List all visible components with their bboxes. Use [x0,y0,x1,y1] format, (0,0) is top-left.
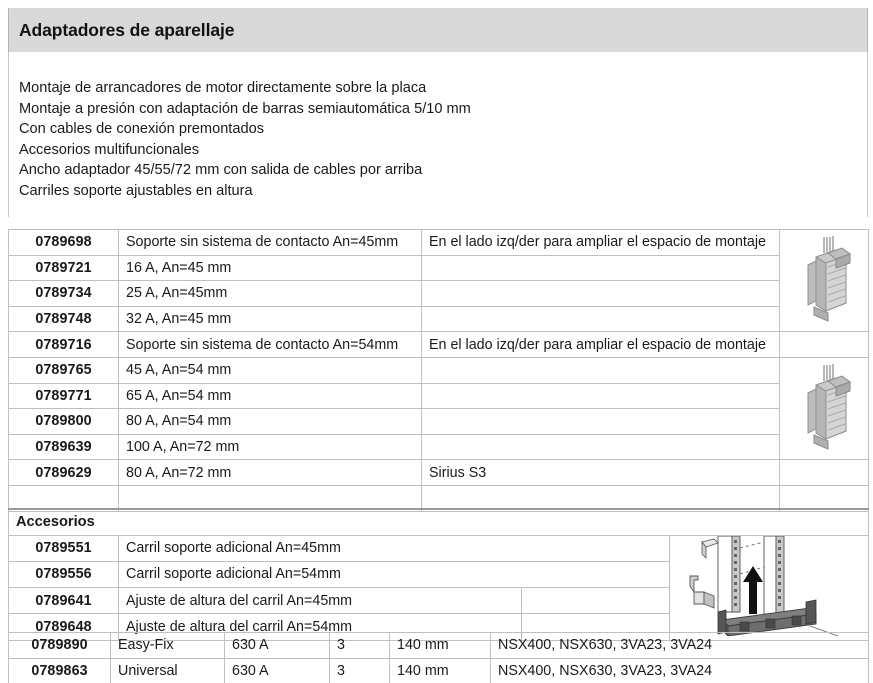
adaptador-45mm-icon [784,233,864,329]
table-row[interactable] [9,281,869,307]
table-row[interactable] [9,255,869,281]
variant-name: Universal [111,658,225,683]
accessory-description: Carril soporte adicional An=45mm [119,535,670,561]
feature-line: Ancho adaptador 45/55/72 mm con salida de cables por arriba [19,162,423,178]
order-number[interactable]: 0789641 [9,588,119,614]
adaptador-54mm-icon [784,361,864,457]
feature-list [8,52,868,217]
accessories-section-header-row [9,509,869,535]
order-number[interactable]: 0789734 [9,281,119,307]
product-note [422,434,780,460]
table-row[interactable] [9,332,869,358]
product-note [422,409,780,435]
accessories-table [8,508,869,641]
variants-table [8,632,869,683]
table-row[interactable] [9,230,869,256]
table-row[interactable] [9,306,869,332]
variant-poles: 3 [330,658,390,683]
feature-line: Accesorios multifuncionales [19,141,200,158]
order-number[interactable]: 0789721 [9,255,119,281]
product-note: En el lado izq/der para ampliar el espacio de montaje [422,230,780,256]
accessory-description: Carril soporte adicional An=54mm [119,561,670,587]
ajuste-altura-carril-diagram-icon [670,536,869,636]
accessory-description: Ajuste de altura del carril An=54mm [119,614,522,640]
table-row[interactable] [9,434,869,460]
feature-line: Montaje a presión con adaptación de barras semiautomática 5/10 mm [19,100,471,117]
variant-name: Easy-Fix [111,633,225,659]
product-image-54mm [780,357,869,459]
feature-line: Con cables de conexión premontados [19,121,265,137]
variant-poles: 3 [330,633,390,659]
product-note [422,357,780,383]
product-description: Soporte sin sistema de contacto An=45mm [119,230,422,256]
order-number[interactable]: 0789639 [9,434,119,460]
order-number[interactable]: 0789765 [9,357,119,383]
product-note: Sirius S3 [422,460,780,486]
variant-current: 630 A [225,633,330,659]
table-row[interactable] [9,658,869,683]
order-number[interactable]: 0789556 [9,561,119,587]
page-title: Adaptadores de aparellaje [19,20,235,40]
product-note [422,281,780,307]
table-row[interactable] [9,383,869,409]
order-number[interactable]: 0789890 [9,633,111,659]
table-row[interactable] [9,535,869,561]
accessory-diagram-cell [670,535,869,640]
table-row[interactable] [9,357,869,383]
variant-compatibility: NSX400, NSX630, 3VA23, 3VA24 [491,633,869,659]
products-table [8,229,869,512]
feature-line: Carriles soporte ajustables en altura [19,182,253,199]
product-description: 80 A, An=72 mm [119,460,422,486]
product-image-45mm [780,230,869,332]
order-number[interactable]: 0789698 [9,230,119,256]
accessory-description: Ajuste de altura del carril An=45mm [119,588,522,614]
product-description: 16 A, An=45 mm [119,255,422,281]
product-note [422,306,780,332]
product-description: 80 A, An=54 mm [119,409,422,435]
order-number[interactable]: 0789629 [9,460,119,486]
table-row[interactable] [9,409,869,435]
order-number[interactable]: 0789748 [9,306,119,332]
table-row[interactable] [9,460,869,486]
product-description: 32 A, An=45 mm [119,306,422,332]
order-number[interactable]: 0789863 [9,658,111,683]
variant-width: 140 mm [390,633,491,659]
variant-width: 140 mm [390,658,491,683]
variant-current: 630 A [225,658,330,683]
variant-compatibility: NSX400, NSX630, 3VA23, 3VA24 [491,658,869,683]
order-number[interactable]: 0789551 [9,535,119,561]
product-note: En el lado izq/der para ampliar el espacio de montaje [422,332,780,358]
order-number[interactable]: 0789800 [9,409,119,435]
order-number[interactable]: 0789771 [9,383,119,409]
image-spacer-cell [780,460,869,486]
feature-line: Montaje de arrancadores de motor directamente sobre la placa [19,80,427,96]
product-description: Soporte sin sistema de contacto An=54mm [119,332,422,358]
order-number[interactable]: 0789716 [9,332,119,358]
table-row[interactable] [9,633,869,659]
product-description: 25 A, An=45mm [119,281,422,307]
product-note [422,255,780,281]
page-title-band [8,8,868,52]
order-number[interactable]: 0789648 [9,614,119,640]
image-spacer-cell [780,332,869,358]
product-note [422,383,780,409]
product-description: 100 A, An=72 mm [119,434,422,460]
product-description: 65 A, An=54 mm [119,383,422,409]
accessory-extra-cell [522,588,670,614]
accessories-section-label: Accesorios [9,509,869,535]
product-description: 45 A, An=54 mm [119,357,422,383]
